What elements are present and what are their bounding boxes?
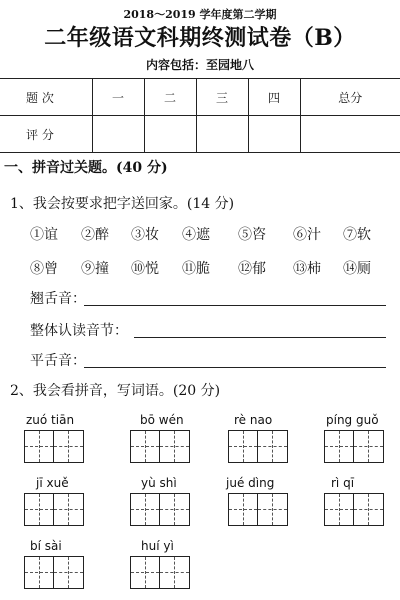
character-item: ⑪脆	[182, 261, 210, 277]
table-cell: 总分	[300, 79, 400, 116]
writing-grid[interactable]	[130, 493, 190, 526]
table-cell: 三	[196, 79, 248, 116]
score-input-cell[interactable]	[248, 116, 300, 153]
answer-line[interactable]	[84, 367, 386, 368]
character-item: ⑩悦	[131, 261, 159, 277]
pinyin-label: bō wén	[140, 413, 184, 427]
writing-grid[interactable]	[228, 430, 288, 463]
pinyin-label: jī xuě	[36, 476, 69, 490]
pinyin-label: jué dìng	[226, 476, 275, 490]
answer-line[interactable]	[84, 305, 386, 306]
writing-grid[interactable]	[24, 493, 84, 526]
exam-title: 二年级语文科期终测试卷（B）	[44, 25, 356, 51]
fill-label-flat-tongue: 平舌音：	[30, 353, 86, 369]
character-item: ⑫郁	[238, 261, 266, 277]
school-year: 2018～2019 学年度第二学期	[123, 8, 277, 21]
character-item: ⑭厕	[343, 261, 371, 277]
score-table-score-row	[0, 116, 400, 153]
table-cell: 四	[248, 79, 300, 116]
score-input-cell[interactable]	[196, 116, 248, 153]
writing-grid[interactable]	[228, 493, 288, 526]
writing-grid[interactable]	[324, 430, 384, 463]
table-cell: 一	[92, 79, 144, 116]
pinyin-label: huí yì	[141, 539, 174, 553]
pinyin-label: yù shì	[141, 476, 177, 490]
pinyin-label: rì qī	[331, 476, 355, 490]
writing-grid[interactable]	[324, 493, 384, 526]
score-input-cell[interactable]	[92, 116, 144, 153]
character-item: ③妆	[131, 227, 159, 243]
writing-grid[interactable]	[130, 430, 190, 463]
character-item: ②醉	[81, 227, 109, 243]
pinyin-label: bí sài	[30, 539, 62, 553]
writing-grid[interactable]	[24, 556, 84, 589]
character-item: ⑧曾	[30, 261, 58, 277]
score-table	[0, 78, 400, 153]
table-cell: 二	[144, 79, 196, 116]
character-item: ⑦软	[343, 227, 371, 243]
table-cell: 题 次	[0, 79, 92, 116]
question-prompt: 2、我会看拼音，写词语。(20 分)	[10, 383, 221, 399]
pinyin-label: píng guǒ	[326, 413, 379, 427]
score-table-header-row	[0, 79, 400, 116]
table-cell: 评 分	[0, 116, 92, 153]
character-item: ⑬柿	[293, 261, 321, 277]
score-input-cell[interactable]	[144, 116, 196, 153]
writing-grid[interactable]	[130, 556, 190, 589]
pinyin-label: rè nao	[234, 413, 273, 427]
character-item: ⑤咨	[238, 227, 266, 243]
character-item: ⑨撞	[81, 261, 109, 277]
score-input-cell[interactable]	[300, 116, 400, 153]
character-item: ④遮	[182, 227, 210, 243]
content-scope: 内容包括：至园地八	[145, 58, 254, 72]
answer-line[interactable]	[134, 337, 386, 338]
section-heading: 一、拼音过关题。(40 分)	[4, 160, 168, 176]
question-prompt: 1、我会按要求把字送回家。(14 分)	[10, 196, 235, 212]
character-item: ⑥汁	[293, 227, 321, 243]
character-item: ①谊	[30, 227, 58, 243]
writing-grid[interactable]	[24, 430, 84, 463]
pinyin-label: zuó tiān	[26, 413, 75, 427]
fill-label-retroflex: 翘舌音：	[30, 291, 86, 307]
fill-label-whole-syllable: 整体认读音节：	[30, 323, 128, 339]
